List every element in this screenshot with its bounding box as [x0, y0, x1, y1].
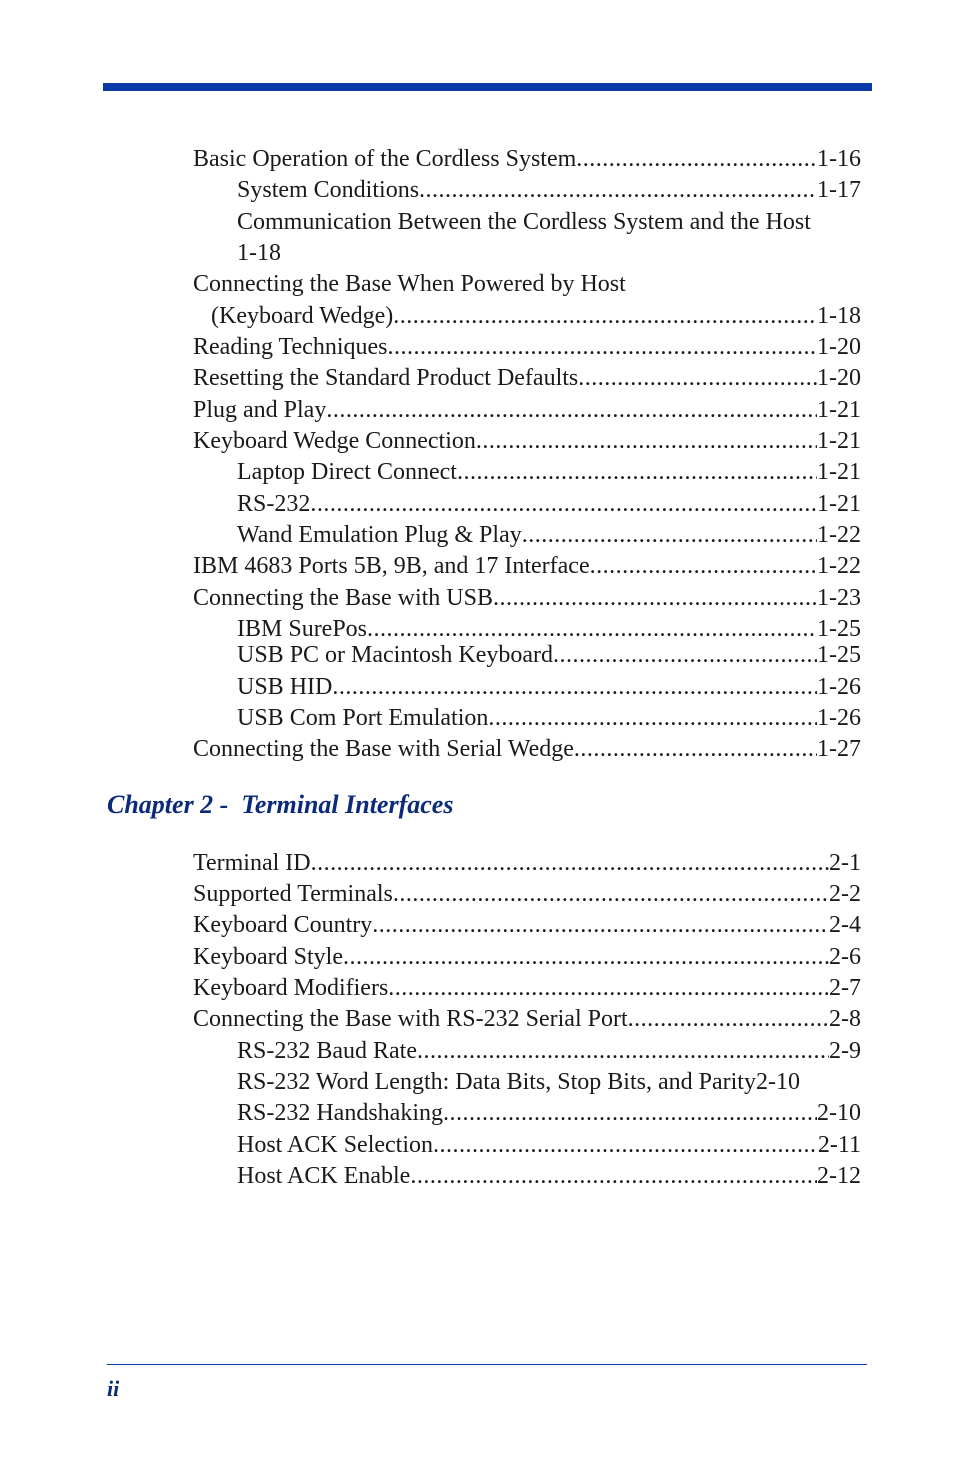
- toc-entry-label: Basic Operation of the Cordless System: [193, 146, 577, 172]
- toc-entry-page: 1-21: [817, 397, 861, 423]
- toc-entry[interactable]: [237, 1068, 861, 1096]
- toc-entry-label: USB PC or Macintosh Keyboard: [237, 642, 553, 668]
- toc-entry-page: 1-25: [817, 642, 861, 668]
- toc-entry[interactable]: [237, 176, 861, 204]
- toc-entry-page: 1-22: [817, 553, 861, 579]
- toc-entry-page: 1-20: [817, 365, 861, 391]
- toc-entry-label: IBM SurePos: [237, 616, 368, 642]
- toc-entry-page: 1-21: [817, 491, 861, 517]
- toc-entry[interactable]: [193, 735, 861, 763]
- toc-entry-label: Connecting the Base with USB: [193, 585, 493, 611]
- toc-entry-label: System Conditions: [237, 177, 420, 203]
- toc-entry-label: Connecting the Base with RS-232 Serial Port: [193, 1006, 628, 1032]
- toc-entry[interactable]: [237, 1162, 861, 1190]
- toc-entry-page: 1-21: [817, 428, 861, 454]
- toc-entry[interactable]: [193, 1005, 861, 1033]
- toc-entry[interactable]: [193, 911, 861, 939]
- toc-entry-page: 1-18: [817, 303, 861, 329]
- toc-entry-page: 1-25: [817, 616, 861, 642]
- toc-entry-label: (Keyboard Wedge): [211, 303, 394, 329]
- toc-entry-label: RS-232 Word Length: Data Bits, Stop Bits, and Parity: [237, 1069, 756, 1095]
- toc-entry[interactable]: [193, 943, 861, 971]
- toc-entry-page: 1-23: [817, 585, 861, 611]
- toc-entry-label: IBM 4683 Ports 5B, 9B, and 17 Interface: [193, 553, 590, 579]
- toc-entry[interactable]: [237, 615, 861, 643]
- toc-entry-label: RS-232 Baud Rate: [237, 1038, 417, 1064]
- toc-entry-page: 2-7: [829, 975, 861, 1001]
- toc-entry[interactable]: [193, 849, 861, 877]
- toc-entry[interactable]: [237, 1131, 861, 1159]
- toc-entry-label: Keyboard Style: [193, 944, 343, 970]
- toc-entry[interactable]: [211, 302, 861, 330]
- toc-entry-page: 2-12: [817, 1163, 861, 1189]
- toc-entry[interactable]: [237, 521, 861, 549]
- toc-entry-label: RS-232: [237, 491, 311, 517]
- toc-entry[interactable]: [237, 490, 861, 518]
- toc-entry-label: Host ACK Selection: [237, 1132, 433, 1158]
- toc-entry-label: Connecting the Base with Serial Wedge: [193, 736, 574, 762]
- footer-rule: [107, 1364, 867, 1365]
- toc-entry-page: 2-8: [829, 1006, 861, 1032]
- header-rule: [103, 83, 872, 91]
- toc-entry-label[interactable]: Connecting the Base When Powered by Host: [193, 271, 626, 297]
- toc-entry-label: Keyboard Wedge Connection: [193, 428, 476, 454]
- toc-entry[interactable]: [237, 673, 861, 701]
- toc-entry-page: 2-1: [829, 850, 861, 876]
- toc-entry[interactable]: [193, 552, 861, 580]
- toc-entry[interactable]: [237, 704, 861, 732]
- toc-entry-page: 1-27: [817, 736, 861, 762]
- toc-entry-page: 2-9: [829, 1038, 861, 1064]
- toc-entry-label: Terminal ID: [193, 850, 311, 876]
- toc-entry-label: RS-232 Handshaking: [237, 1100, 443, 1126]
- toc-entry[interactable]: [237, 1099, 861, 1127]
- toc-entry-page: 1-20: [817, 334, 861, 360]
- toc-entry[interactable]: [193, 427, 861, 455]
- toc-entry-label: USB Com Port Emulation: [237, 705, 489, 731]
- toc-entry-page: 2-2: [829, 881, 861, 907]
- toc-entry-label: Wand Emulation Plug & Play: [237, 522, 522, 548]
- toc-entry-communication-line1[interactable]: Communication Between the Cordless System and the Host: [237, 209, 811, 235]
- toc-entry-page: 2-10: [817, 1100, 861, 1126]
- page-number: ii: [107, 1376, 120, 1401]
- toc-entry-page: 2-4: [829, 912, 861, 938]
- toc-entry-page: 1-17: [817, 177, 861, 203]
- toc-entry[interactable]: [193, 880, 861, 908]
- toc-entry-label: Reading Techniques: [193, 334, 388, 360]
- toc-entry[interactable]: [237, 458, 861, 486]
- toc-entry[interactable]: [237, 641, 861, 669]
- toc-entry[interactable]: [193, 333, 861, 361]
- toc-entry-label: Supported Terminals: [193, 881, 393, 907]
- toc-entry-page: 1-26: [817, 674, 861, 700]
- toc-entry[interactable]: [193, 396, 861, 424]
- toc-entry-label: Laptop Direct Connect: [237, 459, 457, 485]
- toc-entry-label: USB HID: [237, 674, 333, 700]
- toc-entry[interactable]: [193, 974, 861, 1002]
- toc-entry-page: 1-22: [817, 522, 861, 548]
- toc-entry-label: Host ACK Enable: [237, 1163, 411, 1189]
- toc-entry-page: 2-10: [755, 1069, 800, 1095]
- toc-entry-label: Resetting the Standard Product Defaults: [193, 365, 579, 391]
- toc-entry-communication-page: 1-18: [237, 240, 281, 266]
- toc-entry-page: 2-6: [829, 944, 861, 970]
- toc-entry-label: Keyboard Country: [193, 912, 373, 938]
- toc-entry-page: 1-16: [817, 146, 861, 172]
- toc-entry[interactable]: [193, 145, 861, 173]
- chapter-heading[interactable]: Chapter 2 - Terminal Interfaces: [107, 790, 454, 819]
- toc-entry-page: 2-11: [817, 1132, 861, 1158]
- toc-entry-page: 1-26: [817, 705, 861, 731]
- toc-entry[interactable]: [193, 584, 861, 612]
- toc-entry-label: Keyboard Modifiers: [193, 975, 389, 1001]
- toc-entry[interactable]: [193, 364, 861, 392]
- toc-entry-page: 1-21: [817, 459, 861, 485]
- toc-entry[interactable]: [237, 1037, 861, 1065]
- toc-entry-label: Plug and Play: [193, 397, 327, 423]
